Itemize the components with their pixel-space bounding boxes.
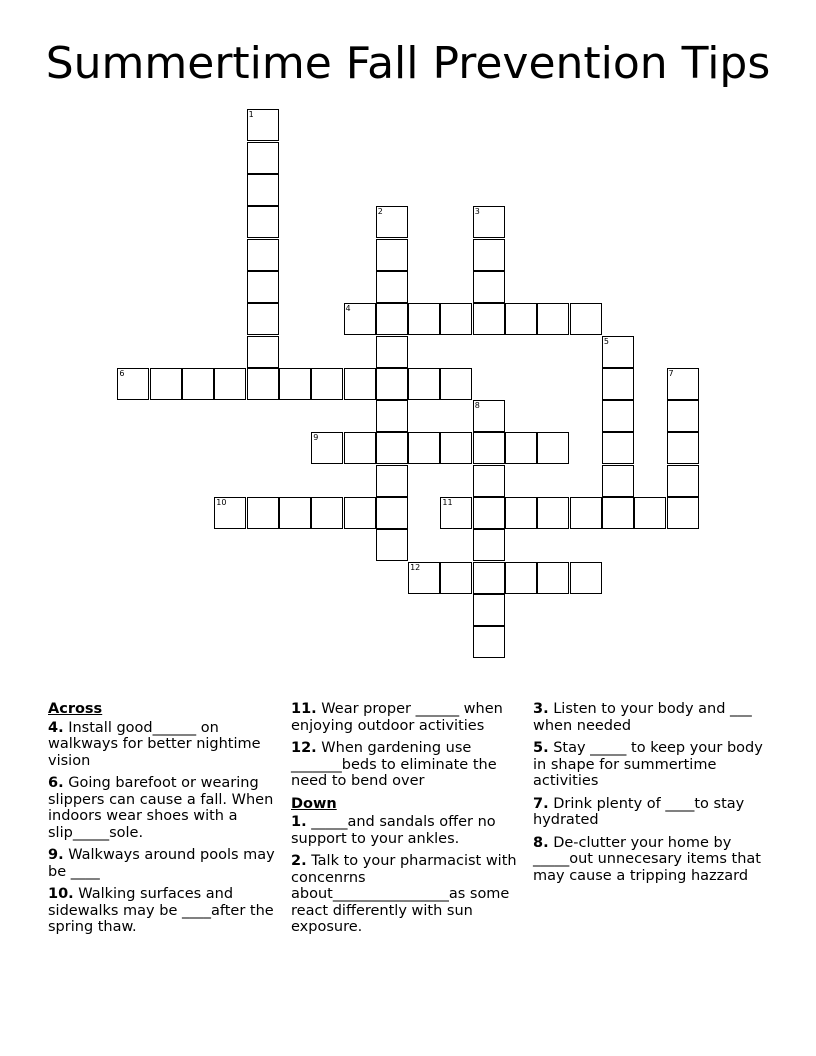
grid-cell (408, 368, 440, 400)
grid-cell (214, 497, 246, 529)
clue-text: Going barefoot or wearing slippers can cause a fall. When indoors wear shoes with a slip_____sole. (48, 775, 274, 841)
clue-across-12 (291, 740, 523, 790)
clue-number: 5. (533, 740, 549, 756)
clue-text: Install good______ on walkways for better nightime vision (48, 719, 261, 769)
clue-text: Walkways around pools may be ____ (48, 847, 275, 880)
clue-number: 7. (533, 795, 549, 812)
cell-number: 3 (474, 207, 480, 217)
grid-cell (473, 465, 505, 497)
clue-across-11 (291, 701, 523, 734)
grid-cell (473, 303, 505, 335)
clue-column-1 (48, 701, 280, 942)
grid-cell (376, 206, 408, 238)
clue-down-7 (533, 796, 765, 829)
grid-cell (667, 432, 699, 464)
clue-text: Walking surfaces and sidewalks may be ____after the spring thaw. (48, 886, 274, 935)
clue-text: Talk to your pharmacist with concenrns about________________as some react differently with sun exposure. (291, 853, 517, 935)
grid-cell (473, 271, 505, 303)
grid-cell (376, 529, 408, 561)
grid-cell (150, 368, 182, 400)
grid-cell (440, 368, 472, 400)
clue-number: 2. (291, 853, 307, 869)
grid-cell (602, 432, 634, 464)
clue-column-2 (291, 701, 523, 942)
grid-cell (505, 562, 537, 594)
grid-cell (473, 626, 505, 658)
grid-cell (311, 432, 343, 464)
clue-down-2 (291, 853, 523, 936)
cell-number: 12 (410, 562, 421, 572)
grid-cell (473, 206, 505, 238)
grid-cell (473, 432, 505, 464)
grid-cell (473, 562, 505, 594)
grid-cell (247, 271, 279, 303)
grid-cell (440, 562, 472, 594)
grid-cell (537, 562, 569, 594)
grid-cell (667, 368, 699, 400)
grid-cell (376, 465, 408, 497)
cell-number: 6 (119, 368, 125, 378)
clue-column-3 (533, 701, 765, 890)
grid-cell (376, 239, 408, 271)
grid-cell (247, 174, 279, 206)
grid-cell (408, 432, 440, 464)
grid-cell (247, 109, 279, 141)
grid-cell (279, 368, 311, 400)
grid-cell (247, 239, 279, 271)
clue-across-10 (48, 886, 280, 936)
clue-number: 11. (291, 701, 317, 717)
cell-number: 4 (345, 304, 351, 314)
grid-cell (634, 497, 666, 529)
grid-cell (311, 497, 343, 529)
grid-cell (505, 303, 537, 335)
grid-cell (117, 368, 149, 400)
grid-cell (602, 400, 634, 432)
grid-cell (570, 303, 602, 335)
clue-number: 4. (48, 719, 64, 736)
grid-cell (537, 497, 569, 529)
grid-cell (408, 562, 440, 594)
grid-cell (440, 497, 472, 529)
clue-down-8 (533, 835, 765, 885)
clue-down-5 (533, 740, 765, 790)
across-heading: Across (48, 701, 103, 717)
grid-cell (344, 432, 376, 464)
clue-down-3 (533, 701, 765, 734)
grid-cell (667, 465, 699, 497)
page-title: Summertime Fall Prevention Tips (45, 38, 771, 89)
grid-cell (311, 368, 343, 400)
cell-number: 11 (442, 498, 453, 507)
grid-cell (376, 497, 408, 529)
grid-cell (473, 594, 505, 626)
grid-cell (440, 303, 472, 335)
grid-cell (247, 497, 279, 529)
grid-cell (247, 336, 279, 368)
grid-cell (570, 497, 602, 529)
grid-cell (602, 465, 634, 497)
clue-number: 9. (48, 847, 64, 863)
grid-cell (537, 303, 569, 335)
grid-cell (247, 368, 279, 400)
grid-cell (602, 336, 634, 368)
grid-cell (247, 142, 279, 174)
grid-cell (667, 497, 699, 529)
clue-number: 6. (48, 775, 64, 791)
grid-cell (473, 239, 505, 271)
clue-number: 1. (291, 814, 307, 830)
grid-cell (376, 271, 408, 303)
clue-across-4 (48, 720, 280, 770)
grid-cell (505, 497, 537, 529)
grid-cell (376, 303, 408, 335)
grid-cell (505, 432, 537, 464)
clue-number: 3. (533, 701, 549, 717)
clue-text: Listen to your body and ___ when needed (533, 701, 752, 734)
grid-cell (376, 400, 408, 432)
grid-cell (376, 368, 408, 400)
grid-cell (473, 400, 505, 432)
grid-cell (344, 497, 376, 529)
grid-cell (376, 336, 408, 368)
grid-cell (344, 368, 376, 400)
cell-number: 2 (377, 207, 383, 217)
grid-cell (667, 400, 699, 432)
grid-cell (214, 368, 246, 400)
grid-cell (473, 497, 505, 529)
grid-cell (537, 432, 569, 464)
clue-text: Wear proper ______ when enjoying outdoor activities (291, 701, 503, 734)
grid-cell (408, 303, 440, 335)
clue-across-6 (48, 775, 280, 841)
grid-cell (279, 497, 311, 529)
grid-cell (344, 303, 376, 335)
clue-text: When gardening use _______beds to eliminate the need to bend over (291, 740, 497, 789)
clue-number: 10. (48, 886, 74, 902)
cell-number: 7 (668, 368, 674, 378)
grid-cell (440, 432, 472, 464)
down-heading: Down (291, 795, 337, 812)
cell-number: 10 (216, 498, 227, 507)
clue-across-9 (48, 847, 280, 880)
grid-cell (602, 368, 634, 400)
grid-cell (473, 529, 505, 561)
cell-number: 9 (313, 433, 319, 443)
grid-cell (247, 206, 279, 238)
cell-number: 5 (603, 336, 609, 346)
grid-cell (182, 368, 214, 400)
cell-number: 8 (474, 401, 480, 411)
clue-down-1 (291, 814, 523, 847)
clue-text: Drink plenty of ____to stay hydrated (533, 795, 745, 828)
grid-cell (247, 303, 279, 335)
clue-text: De-clutter your home by _____out unnecesary items that may cause a tripping hazzard (533, 834, 761, 884)
cell-number: 1 (248, 110, 254, 120)
clue-number: 8. (533, 834, 549, 851)
clue-text: Stay _____ to keep your body in shape for summertime activities (533, 740, 763, 789)
grid-cell (570, 562, 602, 594)
clue-number: 12. (291, 740, 317, 756)
grid-cell (376, 432, 408, 464)
clue-text: _____and sandals offer no support to your ankles. (291, 814, 496, 847)
grid-cell (602, 497, 634, 529)
